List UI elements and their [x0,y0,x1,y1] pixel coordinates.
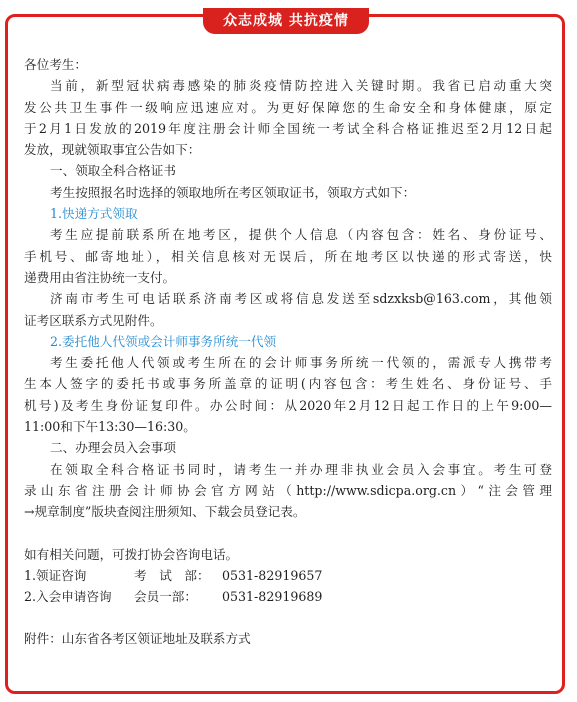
sub2-line: 生本人签字的委托书或事务所盖章的证明(内容包含：考生姓名、身份证号、手 [24,376,552,392]
sub1-title: 1.快递方式领取 [50,206,138,222]
jinan-line: 证考区联系方式见附件。 [24,312,163,328]
greeting: 各位考生： [24,57,87,72]
contact-row [24,565,552,586]
contact-intro: 如有相关问题，可拨打协会咨询电话。 [24,546,239,562]
notice-content [24,54,552,650]
banner-title: 众志成城 共抗疫情 [203,8,369,34]
spacer [24,607,552,628]
contact-dept: 考 试 部： [134,567,210,583]
section2-line: 录山东省注册会计师协会官方网站（http://www.sdicpa.org.cn）“注会管理 [24,482,552,498]
contact-label: 1.领证咨询 [24,567,87,583]
sub1-line: 考生应提前联系所在地考区，提供个人信息（内容包含：姓名、身份证号、 [50,227,552,243]
contact-phone: 0531-82919689 [222,589,323,605]
intro-line: 发放，现就领取事宜公告如下： [24,142,201,158]
sub2-title: 2.委托他人代领或会计师事务所统一代领 [50,333,277,349]
spacer [24,523,552,544]
contact-phone: 0531-82919657 [222,567,323,583]
section2-line: 在领取全科合格证书同时，请考生一并办理非执业会员入会事宜。考生可登 [50,461,552,477]
section1-title: 一、领取全科合格证书 [50,163,176,179]
sub1-line: 递费用由省注协统一支付。 [24,269,176,285]
attachment: 附件：山东省各考区领证地址及联系方式 [24,631,251,647]
intro-line: 发公共卫生事件一级响应迅速应对。为更好保障您的生命安全和身体健康，原定 [24,99,552,115]
contact-label: 2.入会申请咨询 [24,589,112,605]
contact-dept: 会员一部： [134,589,197,605]
intro-line: 当前，新型冠状病毒感染的肺炎疫情防控进入关键时期。我省已启动重大突 [50,78,552,94]
intro-line: 于2月1日发放的2019年度注册会计师全国统一考试全科合格证推迟至2月12日起 [24,120,552,136]
section2-title: 二、办理会员入会事项 [50,440,176,456]
sub2-line: 考生委托他人代领或考生所在的会计师事务所统一代领的，需派专人携带考 [50,355,552,371]
section2-line: →规章制度”版块查阅注册须知、下载会员登记表。 [24,504,306,520]
sub1-line: 手机号、邮寄地址），相关信息核对无误后，所在地考区以快递的形式寄送，快 [24,248,552,264]
sub2-line: 11:00和下午13:30—16:30。 [24,419,196,435]
jinan-line: 济南市考生可电话联系济南考区或将信息发送至sdzxksb@163.com，其他领 [50,291,552,307]
contact-row [24,586,552,607]
section1-intro: 考生按照报名时选择的领取地所在考区领取证书，领取方式如下： [50,184,416,200]
sub2-line: 机号)及考生身份证复印件。办公时间：从2020年2月12日起工作日的上午9:00— [24,397,552,413]
